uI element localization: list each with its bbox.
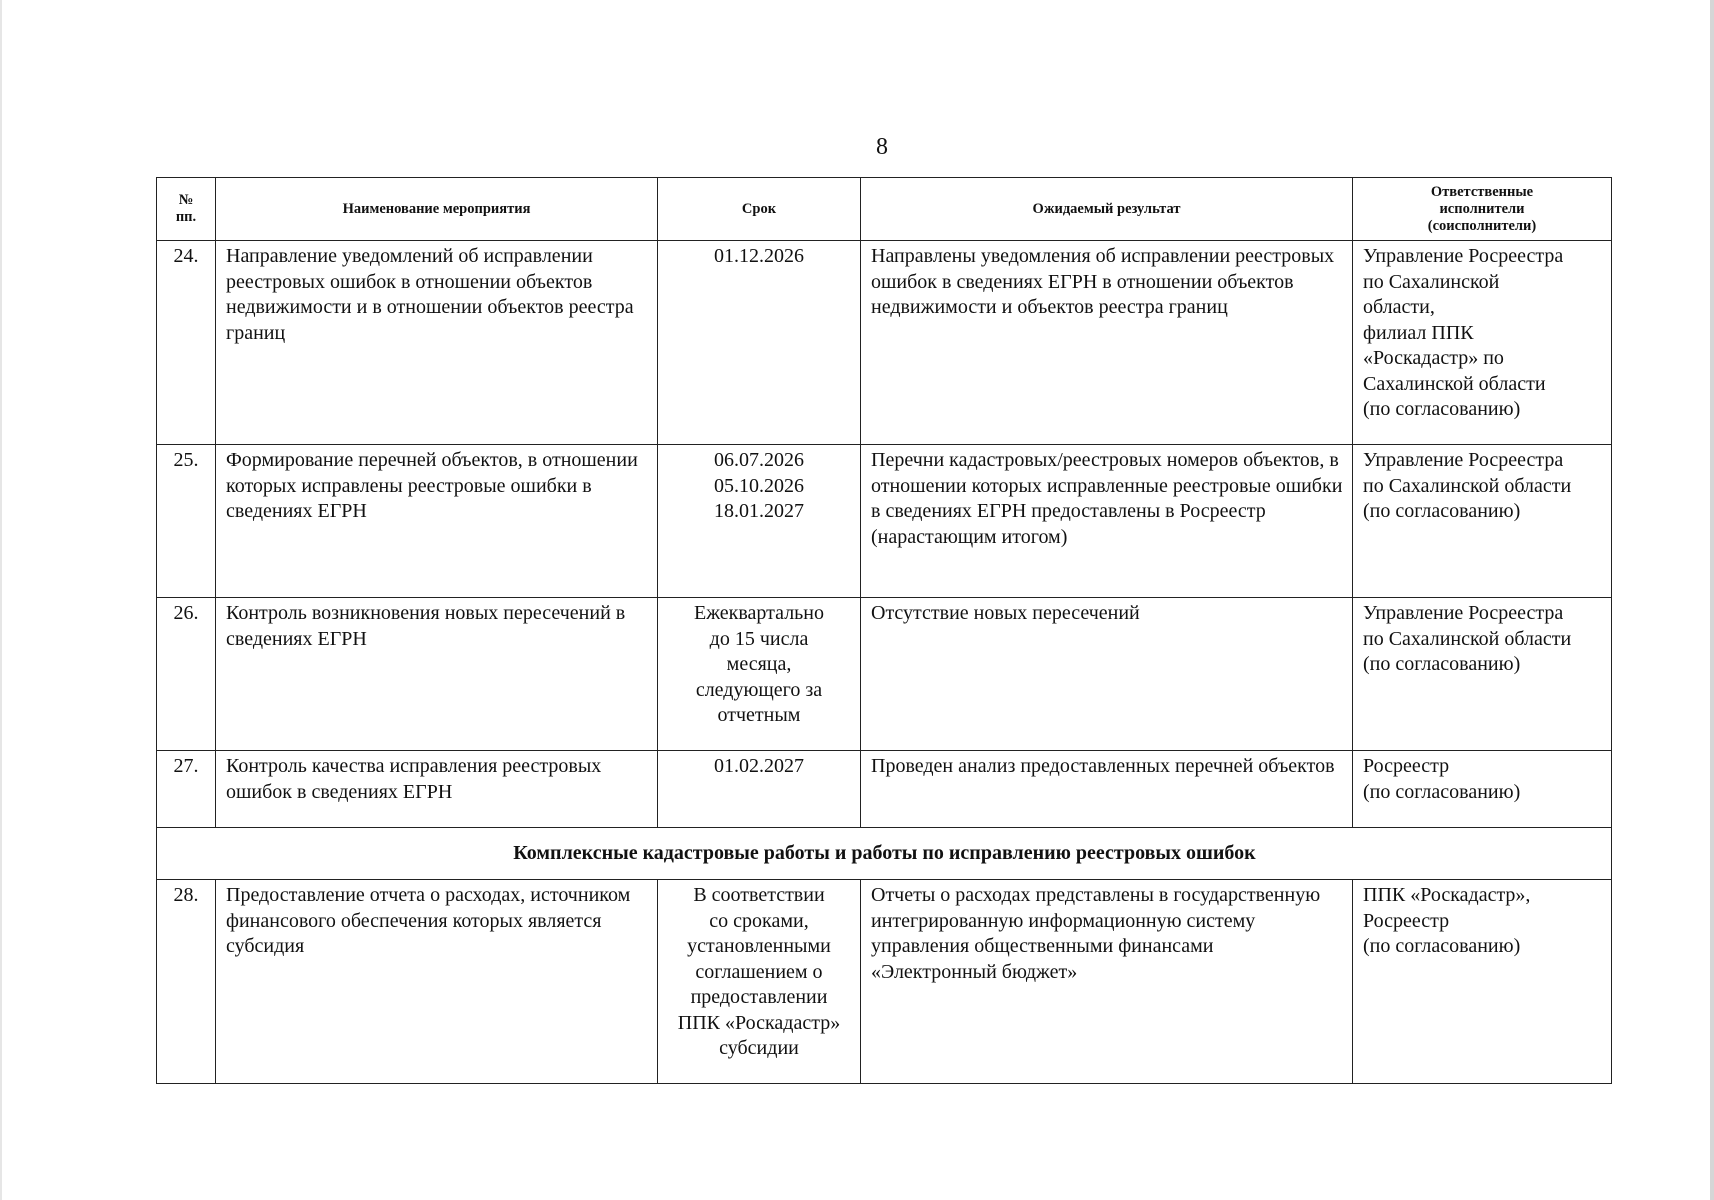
row-activity: Контроль качества исправления реестровых ошибок в сведениях ЕГРН xyxy=(216,751,658,828)
row-number: 28. xyxy=(157,880,216,1084)
row-number: 25. xyxy=(157,445,216,598)
table-header-row xyxy=(157,178,1612,241)
action-plan-table xyxy=(156,177,1612,1084)
header-term: Срок xyxy=(658,178,861,241)
table-row-26 xyxy=(157,598,1612,751)
row-number: 27. xyxy=(157,751,216,828)
scan-edge-left xyxy=(0,0,2,1200)
row-result: Направлены уведомления об исправлении реестровых ошибок в сведениях ЕГРН в отношении объектов недвижимости и объектов реестра границ xyxy=(861,241,1353,445)
row-number: 26. xyxy=(157,598,216,751)
row-result: Проведен анализ предоставленных перечней объектов xyxy=(861,751,1353,828)
table-row-25 xyxy=(157,445,1612,598)
row-result: Перечни кадастровых/реестровых номеров объектов, в отношении которых исправленные реестровые ошибки в сведениях ЕГРН предоставлены в Росреестр (нарастающим итогом) xyxy=(861,445,1353,598)
page-number: 8 xyxy=(876,134,888,160)
row-responsible: Росреестр (по согласованию) xyxy=(1353,751,1612,828)
row-term: 06.07.2026 05.10.2026 18.01.2027 xyxy=(658,445,861,598)
row-activity: Направление уведомлений об исправлении реестровых ошибок в отношении объектов недвижимости и в отношении объектов реестра границ xyxy=(216,241,658,445)
row-responsible: Управление Росреестра по Сахалинской области (по согласованию) xyxy=(1353,598,1612,751)
table-row-24 xyxy=(157,241,1612,445)
row-activity: Контроль возникновения новых пересечений в сведениях ЕГРН xyxy=(216,598,658,751)
row-term: В соответствии со сроками, установленными соглашением о предоставлении ППК «Роскадастр» субсидии xyxy=(658,880,861,1084)
header-num: № пп. xyxy=(157,178,216,241)
header-result: Ожидаемый результат xyxy=(861,178,1353,241)
row-responsible: Управление Росреестра по Сахалинской области (по согласованию) xyxy=(1353,445,1612,598)
row-responsible: Управление Росреестра по Сахалинской области, филиал ППК «Роскадастр» по Сахалинской области (по согласованию) xyxy=(1353,241,1612,445)
row-result: Отсутствие новых пересечений xyxy=(861,598,1353,751)
header-responsible: Ответственные исполнители (соисполнители) xyxy=(1353,178,1612,241)
row-number: 24. xyxy=(157,241,216,445)
table-row-28 xyxy=(157,880,1612,1084)
row-result: Отчеты о расходах представлены в государственную интегрированную информационную систему управления общественными финансами «Электронный бюджет» xyxy=(861,880,1353,1084)
section-row xyxy=(157,828,1612,880)
scan-edge-right xyxy=(1710,0,1714,1200)
row-term: 01.02.2027 xyxy=(658,751,861,828)
row-responsible: ППК «Роскадастр», Росреестр (по согласованию) xyxy=(1353,880,1612,1084)
row-term: Ежеквартально до 15 числа месяца, следующего за отчетным xyxy=(658,598,861,751)
row-activity: Формирование перечней объектов, в отношении которых исправлены реестровые ошибки в сведениях ЕГРН xyxy=(216,445,658,598)
table-row-27 xyxy=(157,751,1612,828)
header-name: Наименование мероприятия xyxy=(216,178,658,241)
section-title: Комплексные кадастровые работы и работы по исправлению реестровых ошибок xyxy=(157,828,1612,880)
row-activity: Предоставление отчета о расходах, источником финансового обеспечения которых является субсидия xyxy=(216,880,658,1084)
row-term: 01.12.2026 xyxy=(658,241,861,445)
